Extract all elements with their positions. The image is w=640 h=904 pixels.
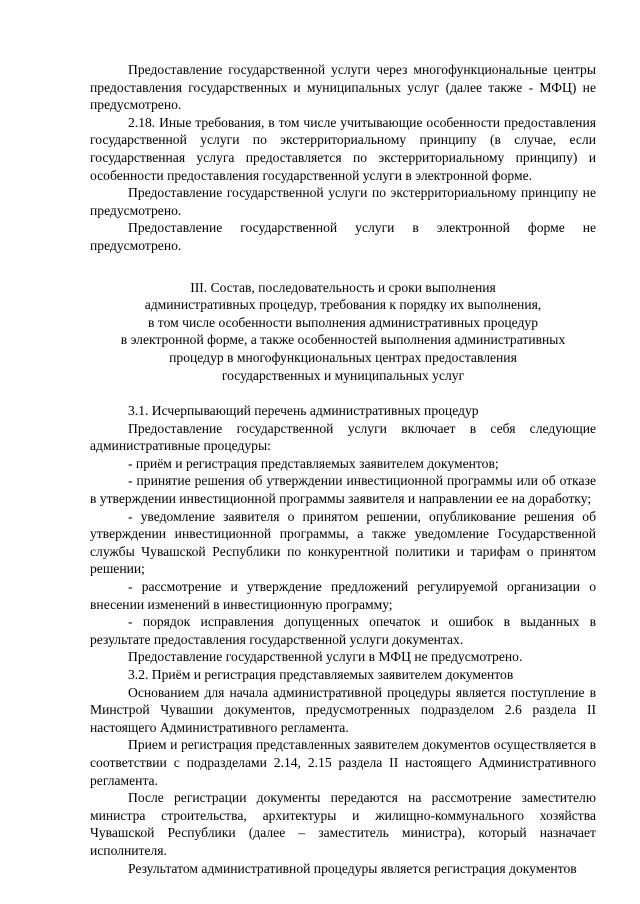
- heading-line: в электронной форме, а также особенностей выполнения административных: [120, 332, 566, 348]
- paragraph-procedures-intro: Предоставление государственной услуги включает в себя следующие административные процедуры:: [90, 420, 596, 454]
- paragraph-reception: Прием и регистрация представленных заявителем документов осуществляется в соответствии с подразделами 2.14, 2.15 раздела II настоящего Административного регламента.: [90, 737, 596, 788]
- list-item: - порядок исправления допущенных опечаток и ошибок в выданных в результате предоставления государственной услуги документах.: [90, 614, 596, 647]
- paragraph-3-1: 3.1. Исчерпывающий перечень административных процедур: [128, 403, 479, 419]
- heading-line: III. Состав, последовательность и сроки выполнения: [190, 279, 496, 295]
- list-item: - приём и регистрация представляемых заявителем документов;: [128, 455, 499, 471]
- list-item: - рассмотрение и утверждение предложений регулируемой организации о внесении изменений в инвестиционную программу;: [90, 579, 596, 612]
- section-3-heading: [90, 279, 596, 385]
- paragraph-electronic-form: Предоставление государственной услуги в электронной форме не предусмотрено.: [90, 220, 596, 253]
- heading-line: в том числе особенности выполнения административных процедур: [147, 314, 539, 330]
- paragraph-extraterritorial: Предоставление государственной услуги по экстерриториальному принципу не предусмотрено.: [90, 185, 596, 218]
- heading-line: административных процедур, требования к порядку их выполнения,: [144, 297, 542, 313]
- paragraph-after-registration: После регистрации документы передаются на рассмотрение заместителю министра строительства, архитектуры и жилищно-коммунального хозяйства Чувашской Республики (далее – заместитель министра), который назначает исполнителя.: [90, 790, 596, 858]
- list-item: - принятие решения об утверждении инвестиционной программы или об отказе в утверждении инвестиционной программы заявителя и направлении ее на доработку;: [90, 473, 596, 507]
- paragraph-mfc-3: Предоставление государственной услуги в МФЦ не предусмотрено.: [128, 649, 523, 665]
- paragraph-2-18: 2.18. Иные требования, в том числе учитывающие особенности предоставления государственной услуги по экстерриториальному принципу (в случае, если государственная услуга предоставляется по экстерриториальному принципу) и особенности предоставления государственной услуги в электронной форме.: [90, 114, 596, 183]
- paragraph-3-2: 3.2. Приём и регистрация представляемых заявителем документов: [128, 667, 514, 682]
- heading-line: государственных и муниципальных услуг: [221, 367, 465, 383]
- heading-line: процедур в многофункциональных центрах предоставления: [169, 349, 517, 365]
- list-item: - уведомление заявителя о принятом решении, опубликование решения об утверждении инвестиционной программы, а также уведомление Государственной службы Чувашской Республики по конкурентной политики и тарифам о принятом решении;: [90, 508, 596, 577]
- paragraph-mfc: Предоставление государственной услуги через многофункциональные центры предоставления государственных и муниципальных услуг (далее также - МФЦ) не предусмотрено.: [90, 62, 596, 113]
- paragraph-result: Результатом административной процедуры является регистрация документов: [128, 860, 577, 876]
- paragraph-basis: Основанием для начала административной процедуры является поступление в Минстрой Чувашии документов, предусмотренных подразделом 2.6 раздела II настоящего Административного регламента.: [90, 684, 596, 735]
